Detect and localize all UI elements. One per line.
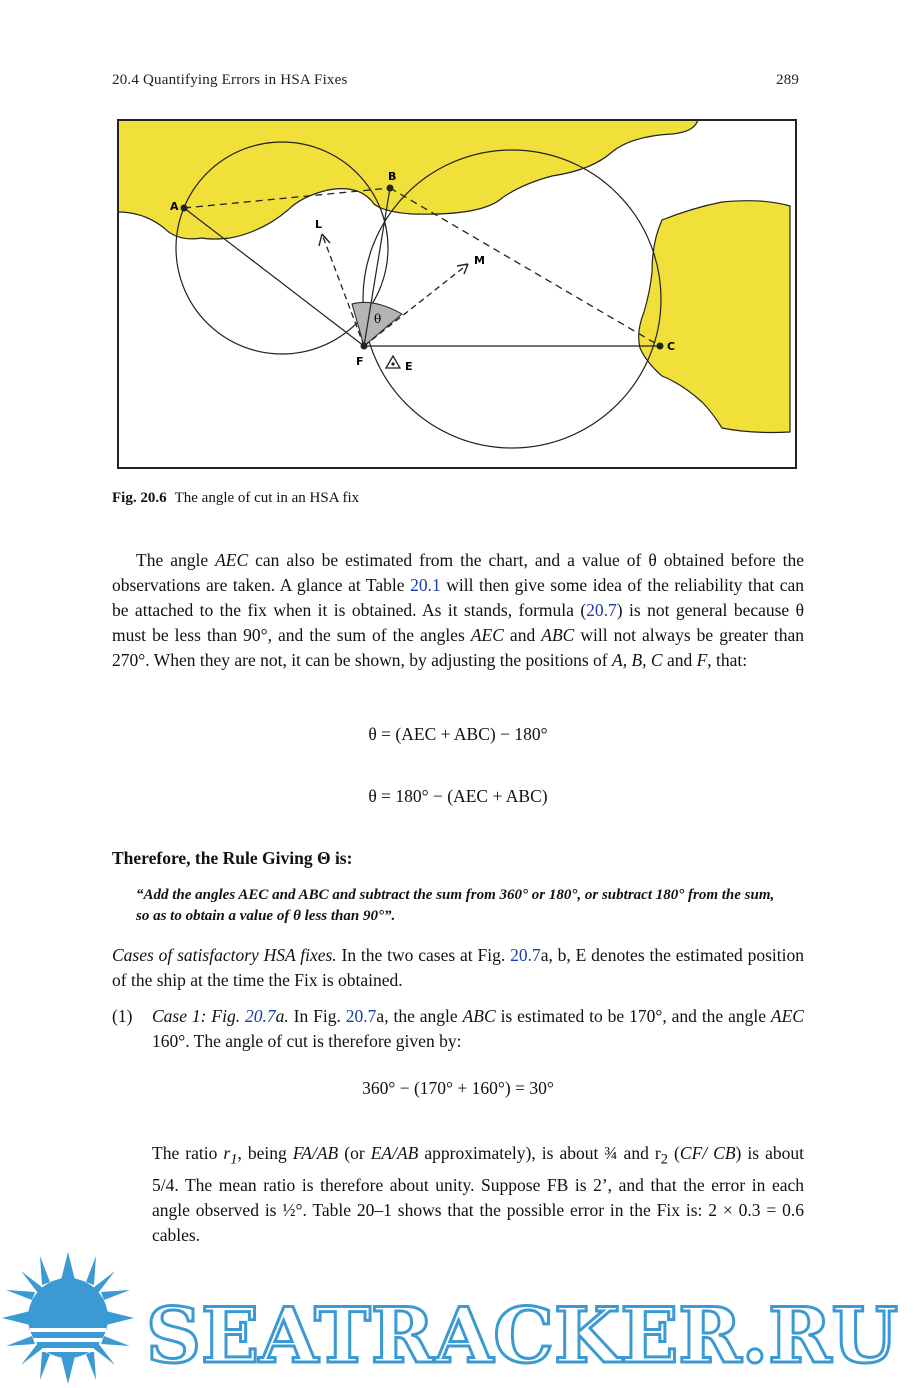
watermark <box>0 1250 916 1388</box>
equation-1: θ = (AEC + ABC) − 180° <box>368 724 548 744</box>
rule-heading: Therefore, the Rule Giving Θ is: <box>112 848 353 868</box>
equation-3: 360° − (170° + 160°) = 30° <box>362 1078 554 1098</box>
rule-quote: “Add the angles AEC and ABC and subtract the sum from 360° or 180°, or subtract 180° from the sum, so as to obtain a value of θ less than 90°”. <box>136 887 775 924</box>
case-1-paragraph: Case 1: Fig. 20.7a. In Fig. 20.7a, the angle ABC is estimated to be 170°, and the angle AEC 160°. The angle of cut is therefore given by: <box>152 1006 804 1051</box>
figure-caption <box>112 490 359 507</box>
page-number: 289 <box>776 72 800 88</box>
figure-hsa-fix-diagram <box>112 112 802 474</box>
case-1-number: (1) <box>112 1006 133 1026</box>
point-c <box>657 343 664 350</box>
line-a-f <box>184 208 364 346</box>
equation-2: θ = 180° − (AEC + ABC) <box>368 786 548 806</box>
label-f: F <box>356 355 364 368</box>
body-paragraph-1: The angle AEC can also be estimated from the chart, and a value of θ obtained before the observations are taken. A glance at Table 20.1 will then give some idea of the reliability that can be attached to the fix when it is obtained. As it stands, formula (20.7) is not general because θ must be less than 90°, and the sum of the angles AEC and ABC will not always be greater than 270°. When they are not, it can be shown, by adjusting the positions of A, B, C and F, that: <box>112 550 805 670</box>
running-header-section: 20.4 Quantifying Errors in HSA Fixes <box>112 72 348 88</box>
point-f <box>361 343 368 350</box>
link-table-20-1[interactable]: 20.1 <box>410 575 441 595</box>
label-e: E <box>405 360 413 373</box>
triangle-e-symbol <box>386 356 400 368</box>
figure-caption-text: The angle of cut in an HSA fix <box>174 490 360 506</box>
point-a <box>181 205 188 212</box>
land-north-coast <box>118 120 698 239</box>
label-m: M <box>474 254 485 267</box>
label-b: B <box>388 170 397 183</box>
triangle-e-dot <box>391 362 394 365</box>
link-case1-fig[interactable]: 20.7 <box>245 1006 276 1026</box>
dashed-b-c <box>390 188 660 346</box>
cases-paragraph: Cases of satisfactory HSA fixes. In the two cases at Fig. 20.7a, b, E denotes the estimated position of the ship at the time the Fix is obtained. <box>112 945 804 990</box>
label-a: A <box>170 200 179 213</box>
land-east-coast <box>639 201 790 433</box>
watermark-text: SEATRACKER.RU <box>146 1291 898 1380</box>
point-b <box>387 185 394 192</box>
sun-logo-icon <box>2 1252 134 1384</box>
link-case1-fig-2[interactable]: 20.7 <box>345 1006 377 1026</box>
link-formula-20-7[interactable]: 20.7 <box>586 600 617 620</box>
figure-number: Fig. 20.6 <box>112 490 167 506</box>
label-c: C <box>667 340 676 353</box>
label-theta: θ <box>374 312 382 326</box>
label-l: L <box>315 218 323 231</box>
ratio-paragraph: The ratio $r_1$, being FA/AB (or EA/AB approximately), is about ¾ and $r_2$ (CF/ CB) is about 5/4. The mean ratio is therefore about unity. Suppose FB is 2’, and that the error in each angle observed is ½°. Table 20–1 shows that the possible error in the Fix is: 2 × 0.3 = 0.6 cables. <box>152 1143 805 1245</box>
link-fig-20-7[interactable]: 20.7 <box>510 945 541 965</box>
